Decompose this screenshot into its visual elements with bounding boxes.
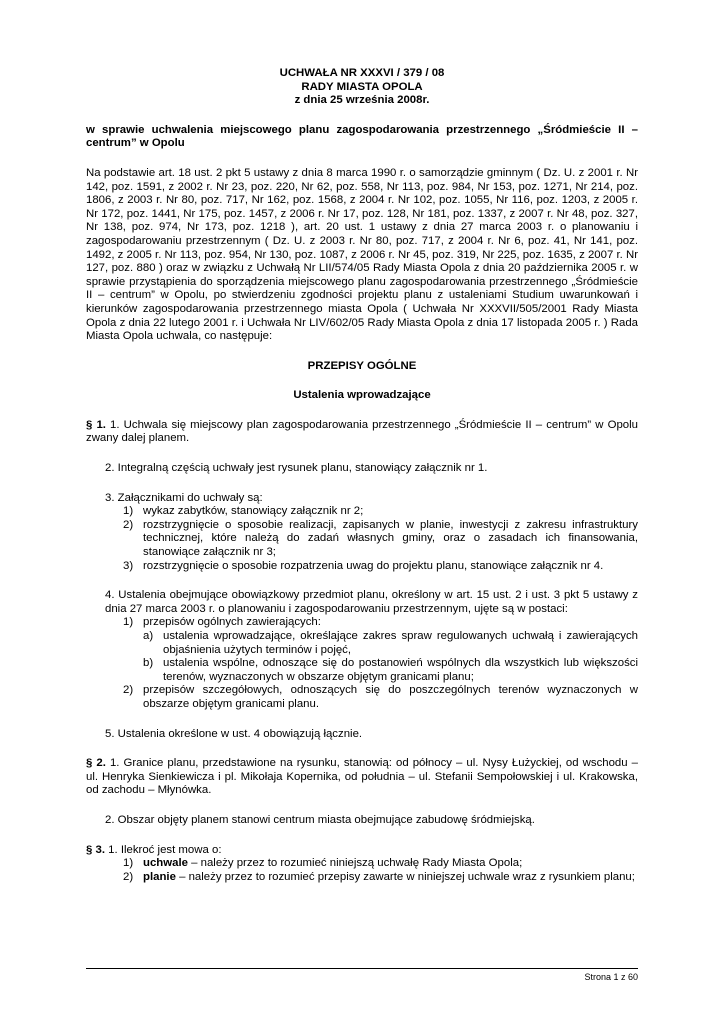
footer-divider	[86, 968, 638, 969]
paragraph-1-point-5: 5. Ustalenia określone w ust. 4 obowiązują łącznie.	[105, 727, 363, 740]
paragraph-3	[86, 844, 638, 885]
list-item: 2) rozstrzygnięcie o sposobie realizacji, zapisanych w planie, inwestycji z zakresu infrastruktury technicznej, które należą do zadań własnych gminy, oraz o zasadach ich finansowania, stanowiące załącznik nr 3;	[123, 518, 638, 559]
paragraph-mark: § 3.	[86, 843, 105, 856]
paragraph-mark: § 2.	[86, 757, 106, 770]
defined-term: planie	[143, 870, 176, 883]
paragraph-mark: § 1.	[86, 418, 106, 431]
paragraph-1-point-4	[86, 589, 638, 711]
council-name: RADY MIASTA OPOLA	[301, 80, 423, 93]
resolution-header	[86, 67, 638, 108]
definition-item: 1) uchwale – należy przez to rozumieć niniejszą uchwałę Rady Miasta Opola;	[123, 857, 523, 870]
list-item: 1) wykaz zabytków, stanowiący załącznik nr 2;	[123, 505, 364, 518]
resolution-subject: w sprawie uchwalenia miejscowego planu zagospodarowania przestrzennego „Śródmieście II – centrum” w Opolu	[86, 123, 638, 150]
subsection-title: Ustalenia wprowadzające	[293, 389, 431, 402]
definition-item: 2) planie – należy przez to rozumieć przepisy zawarte w niniejszej uchwale wraz z rysunkiem planu;	[123, 870, 635, 883]
paragraph-1-point-1: § 1. 1. Uchwala się miejscowy plan zagospodarowania przestrzennego „Śródmieście II – centrum” w Opolu zwany dalej planem.	[86, 418, 639, 445]
document-body	[86, 67, 638, 884]
point-4-intro: 4. Ustalenia obejmujące obowiązkowy przedmiot planu, określony w art. 15 ust. 2 i ust. 3 pkt 5 ustawy z dnia 27 marca 2003 r. o planowaniu i zagospodarowaniu przestrzennym, ujęte są w postaci:	[105, 589, 638, 615]
list-item: 3) rozstrzygnięcie o sposobie rozpatrzenia uwag do projektu planu, stanowiące załącznik nr 4.	[123, 559, 604, 572]
page-number: Strona 1 z 60	[584, 972, 638, 982]
list-item: 2) przepisów szczegółowych, odnoszących się do poszczególnych terenów wyznaczonych w obszarze objętym granicami planu.	[123, 684, 638, 710]
sub-list-item: a) ustalenia wprowadzające, określające zakres spraw regulowanych uchwałą i zawierających objaśnienia użytych terminów i pojęć,	[143, 630, 638, 656]
resolution-number: UCHWAŁA NR XXXVI / 379 / 08	[279, 67, 445, 79]
resolution-date: z dnia 25 września 2008r.	[294, 94, 430, 107]
sub-list-item: b) ustalenia wspólne, odnoszące się do postanowień wspólnych dla wszystkich lub większości terenów, wyznaczonych w obszarze objętym granicami planu;	[143, 657, 638, 683]
list-item: 1) przepisów ogólnych zawierających:	[123, 616, 321, 629]
preamble: Na podstawie art. 18 ust. 2 pkt 5 ustawy z dnia 8 marca 1990 r. o samorządzie gminnym ( Dz. U. z 2001 r. Nr 142, poz. 1591, z 2002 r. Nr 23, poz. 220, Nr 62, poz. 558, Nr 113, poz. 984, Nr 153, poz. 1271, Nr 214, poz. 1806, z 2003 r. Nr 80, poz. 717, Nr 162, poz. 1568, z 2004 r. Nr 102, poz. 1055, Nr 116, poz. 1203, z 2005 r. Nr 172, poz. 1441, Nr 175, poz. 1457, z 2006 r. Nr 17, poz. 128, Nr 181, poz. 1337, z 2007 r. Nr 48, poz. 327, Nr 138, poz. 974, Nr 173, poz. 1218 ), art. 20 ust. 1 ustawy z dnia 27 marca 2003 r. o planowaniu i zagospodarowaniu przestrzennym ( Dz. U. z 2003 r. Nr 80, poz. 717, z 2004 r. Nr 6, poz. 41, Nr 141, poz. 1492, z 2005 r. Nr 113, poz. 954, Nr 130, poz. 1087, z 2006 r. Nr 45, poz. 319, Nr 225, poz. 1635, z 2007 r. Nr 127, poz. 880 ) oraz w związku z Uchwałą Nr LII/574/05 Rady Miasta Opola z dnia 20 października 2005 r. w sprawie przystąpienia do sporządzenia miejscowego planu zagospodarowania przestrzennego „Śródmieście II – centrum” w Opolu, po stwierdzeniu zgodności projektu planu z ustaleniami Studium uwarunkowań i kierunków zagospodarowania przestrzennego miasta Opola ( Uchwała Nr XXXVII/505/2001 Rady Miasta Opola z dnia 22 lutego 2001 r. i Uchwała Nr LIV/602/05 Rady Miasta Opola z dnia 17 listopada 2005 r. ) Rada Miasta Opola uchwala, co następuje:	[86, 166, 638, 343]
paragraph-3-point-1: § 3. 1. Ilekroć jest mowa o:	[86, 843, 222, 856]
defined-term: uchwale	[143, 857, 188, 870]
point-3-intro: 3. Załącznikami do uchwały są:	[105, 491, 263, 504]
paragraph-2-point-1: § 2. 1. Granice planu, przedstawione na rysunku, stanowią: od północy – ul. Nysy Łużyckiej, od wschodu – ul. Henryka Sienkiewicza i pl. Mikołaja Kopernika, od południa – ul. Stefanii Sempołowskiej i ul. Krakowska, od zachodu – Młynówka.	[86, 757, 638, 797]
paragraph-1-point-3	[86, 492, 638, 574]
paragraph-1-point-2: 2. Integralną częścią uchwały jest rysunek planu, stanowiący załącznik nr 1.	[105, 462, 488, 475]
paragraph-2-point-2: 2. Obszar objęty planem stanowi centrum miasta obejmujące zabudowę śródmiejską.	[105, 813, 535, 826]
section-title: PRZEPISY OGÓLNE	[307, 359, 417, 372]
